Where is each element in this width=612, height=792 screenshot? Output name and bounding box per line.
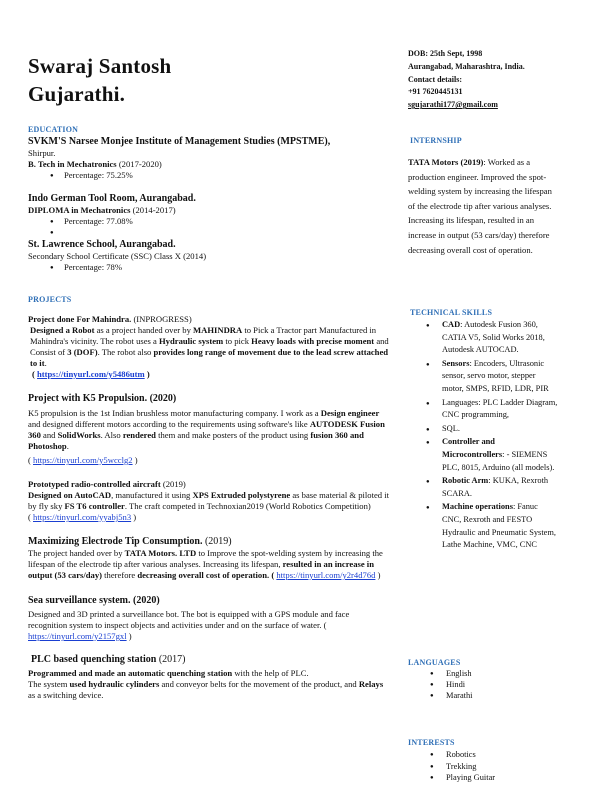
text-bold: 3 (DOF) [67,347,98,357]
skill-sensors [424,358,558,396]
interest-item: ● Robotics [428,749,548,761]
text-bold: TATA Motors. LTD [124,548,197,558]
text: to pick [223,336,252,346]
skills-list [424,319,558,553]
project-5-desc: Designed and 3D printed a surveillance bot. The bot is equipped with a GPS module and face recognition system to inspect objects and activities under and on the surface of water. ( https://tinyurl.com/y2157gxl ) [28,609,350,641]
project-2-link[interactable]: https://tinyurl.com/y5wcclg2 [33,455,133,465]
skill-label: Robotic Arm [442,476,489,486]
languages-list [428,668,548,701]
text-bold: fusion 360 and Photoshop [28,430,364,451]
phone: +91 7620445131 [408,87,463,97]
text: with the help of PLC. [232,668,309,678]
project-3-year: (2019) [162,479,186,489]
empty-bullet [46,227,398,238]
skill-robotic-arm [424,475,558,500]
project-1-title: Project done For Mahindra. [28,314,132,324]
school-1-degree: B. Tech in Mechatronics [28,159,117,169]
skill-text: : KUKA, Rexroth SCARA. [442,476,549,498]
project-4-year: (2019) [204,536,232,547]
email[interactable]: sgujarathi177@gmail.com [408,100,498,110]
skill-cad [424,319,558,357]
project-mahindra: Project done For Mahindra. (INPROGRESS) Designed a Robot as a project handed over by MAHINDRA to Pick a Tractor part Manufactured in Mahindra's vicinity. The robot uses a Hydraulic system to pick Heavy loads with precise moment and Consist of 3 (DOF). The robot also provides long range of movement due to the lead screw attached to it. ( https://tinyurl.com/y5486utm ) [28,314,389,379]
text: and designed different motors according to the requirements using software's like [28,419,310,429]
text: The system [28,679,70,689]
school-1-years: (2017-2020) [118,159,162,169]
project-3-link[interactable]: https://tinyurl.com/yyabj5n3 [33,512,132,522]
school-1-percentage: ● Percentage: 75.25% [46,170,398,181]
project-1-link[interactable]: https://tinyurl.com/y5486utm [37,369,145,379]
project-3-desc [28,490,390,512]
project-4-title: Maximizing Electrode Tip Consumption. [28,536,203,547]
project-electrode [28,535,390,581]
project-3-title: Prototyped radio-controlled aircraft [28,479,161,489]
school-2-percentage: ● Percentage: 77.08% [46,216,398,227]
text: therefore [102,570,138,580]
internship-text [408,155,554,257]
name-line-1: Swaraj Santosh [28,54,172,78]
project-plc-quenching [28,653,390,701]
project-6-title: PLC based quenching station [31,654,157,665]
school-2-degree: DIPLOMA in Mechatronics [28,205,131,215]
school-3-percentage: ● Percentage: 78% [46,262,398,273]
school-2-years: (2014-2017) [132,205,176,215]
text: as base material & piloted it by fly sky [28,490,390,511]
text-bold: AUTODESK Fusion 360 [28,419,385,440]
text-bold: Designed a Robot [30,325,95,335]
education-section [28,135,398,273]
skill-label: Machine operations [442,502,513,512]
text: K5 propulsion is the 1st Indian brushless motor manufacturing company. I work as a [28,408,321,418]
internship-heading: INTERNSHIP [410,136,462,145]
text: as a project handed over by [94,325,194,335]
language-item: ● Hindi [428,679,548,690]
skill-text: : Encoders, Ultrasonic sensor, servo motor, stepper motor, SMPS, RFID, LDR, PIR [442,358,549,393]
skill-text: SQL. [442,423,460,433]
project-5-title: Sea surveillance system. (2020) [28,595,160,606]
skill-controllers [424,436,558,474]
school-1-name: SVKM'S Narsee Monjee Institute of Management Studies (MPSTME), [28,136,331,147]
skill-languages [424,397,558,422]
text: and Consist of [30,336,389,357]
project-sea-surveillance [28,594,390,642]
text-bold: decreasing overall cost of operation. [137,570,270,580]
interests-list [428,749,548,784]
contact-block [408,48,588,112]
resume-name [28,52,171,108]
project-4-desc: The project handed over by TATA Motors. LTD to Improve the spot-welding system by increasing the lifespan of the electrode tip after various analyses. Increasing its lifespan, resulted in an increase in output (53 cars/day) therefore decreasing overall cost of operation. ( https://tinyurl.com/y2r4d76d ) [28,548,383,580]
text: . The craft competed in Technoxian2019 (World Robotics Competition) [124,501,371,511]
skill-text: : - SIEMENS PLC, 8015, Arduino (all models). [442,449,555,472]
text-bold: FS T6 controller [64,501,125,511]
text: , manufactured it using [111,490,193,500]
name-line-2: Gujarathi. [28,82,126,106]
projects-section [28,314,390,701]
text-bold: Programmed and made an automatic quenching station [28,668,233,678]
interests-heading: INTERESTS [408,738,455,747]
text: The project handed over by [28,548,125,558]
text: to Improve the spot-welding system by increasing the lifespan of the electrode tip after various analyses. Increasing its lifespan, [28,548,383,569]
text: and [40,430,58,440]
text-bold: provides long range of movement due to the lead screw attached to it [30,347,389,368]
text-bold: Heavy loads with precise moment [251,336,375,346]
school-3-name: St. Lawrence School, Aurangabad. [28,239,176,250]
school-2-name: Indo German Tool Room, Aurangabad. [28,193,196,204]
text-bold: Hydraulic system [159,336,224,346]
project-k5: Project with K5 Propulsion. (2020) K5 propulsion is the 1st Indian brushless motor manufacturing company. I work as a Design engineer and designed different motors according to the requirements using software's like AUTODESK Fusion 360 and SolidWorks. Also rendered them and make posters of the product using fusion 360 and Photoshop. ( https://tinyurl.com/y5wcclg2 ) [28,392,390,466]
text-bold: used hydraulic cylinders [69,679,160,689]
interest-item: ● Playing Guitar [428,772,548,784]
skill-text: : Autodesk Fusion 360, CATIA V5, Solid Works 2018, Autodesk AUTOCAD. [442,320,545,355]
text: and conveyor belts for the movement of the product, and [159,679,359,689]
text: . The robot also [97,347,154,357]
languages-heading: LANGUAGES [408,658,461,667]
interest-item: ● Trekking [428,761,548,773]
project-2-desc: K5 propulsion is the 1st Indian brushless motor manufacturing company. I work as a Design engineer and designed different motors according to the requirements using software's like AUTODESK Fusion 360 and SolidWorks. Also rendered them and make posters of the product using fusion 360 and Photoshop. [28,408,385,451]
project-1-status: (INPROGRESS) [133,314,192,324]
text: . Also [100,430,123,440]
text-bold: Relays [358,679,384,689]
text: them and make posters of the product using [155,430,311,440]
text: Designed and 3D printed a surveillance bot. The bot is equipped with a GPS module and face recognition system to inspect objects and activities under and on the surface of water. [28,609,350,630]
skill-sql [424,423,558,436]
project-6-year: (2017) [158,654,186,665]
school-3-degree: Secondary School Certificate (SSC) Class X (2014) [28,251,207,261]
text-bold: rendered [122,430,156,440]
project-rc-aircraft: Prototyped radio-controlled aircraft (2019) Designed on AutoCAD, manufactured it using XPS Extruded polystyrene as base material & piloted it by fly sky FS T6 controller. The craft competed in Technoxian2019 (World Robotics Competition) ( https://tinyurl.com/yyabj5n3 ) [28,479,390,522]
text-bold: MAHINDRA [193,325,243,335]
school-1-place: Shirpur. [28,148,56,158]
skill-label: Controller and Microcontrollers [442,437,503,459]
skill-label: Sensors [442,358,470,368]
text-bold: Designed on AutoCAD [28,490,112,500]
text: to Pick a Tractor part Manufactured in Mahindra's vicinity. The robot uses a [30,325,377,346]
language-item: ● English [428,668,548,679]
skills-heading: TECHNICAL SKILLS [410,308,493,317]
text-bold: SolidWorks [57,430,101,440]
education-heading: EDUCATION [28,125,79,134]
project-4-link[interactable]: https://tinyurl.com/y2r4d76d [276,570,376,580]
text-bold: Design engineer [320,408,380,418]
contact-label: Contact details: [408,74,462,84]
text: as a switching device. [28,690,104,700]
text-bold: resulted in an increase in output (53 cars/day) [28,559,374,580]
project-6-desc [28,668,390,701]
text-bold: XPS Extruded polystyrene [192,490,291,500]
internship-company: TATA Motors (2019) [408,157,484,167]
project-5-link[interactable]: https://tinyurl.com/y2157gxl [28,631,127,641]
skill-label: CAD [442,320,461,329]
language-item: ● Marathi [428,690,548,701]
project-1-desc: Designed a Robot as a project handed over by MAHINDRA to Pick a Tractor part Manufactured in Mahindra's vicinity. The robot uses a Hydraulic system to pick Heavy loads with precise moment and Consist of 3 (DOF). The robot also provides long range of movement due to the lead screw attached to it. [30,325,389,368]
skill-machine-operations [424,501,558,551]
projects-heading: PROJECTS [28,295,72,304]
skill-text: : Fanuc CNC, Rexroth and FESTO Hydraulic and Pneumatic System, Lathe Machine, VMC, CNC [442,502,556,550]
address: Aurangabad, Maharashtra, India. [408,61,525,71]
skill-text: Languages: PLC Ladder Diagram, CNC programming, [442,397,558,420]
project-2-title: Project with K5 Propulsion. (2020) [28,393,177,404]
internship-desc: : Worked as a production engineer. Improved the spot-welding system by increasing the lifespan of the electrode tip after various analyses. Increasing its lifespan, resulted in an increase in output (53 cars/day) therefore decreasing overall cost of operation. [408,157,552,255]
dob: DOB: 25th Sept, 1998 [408,49,483,58]
